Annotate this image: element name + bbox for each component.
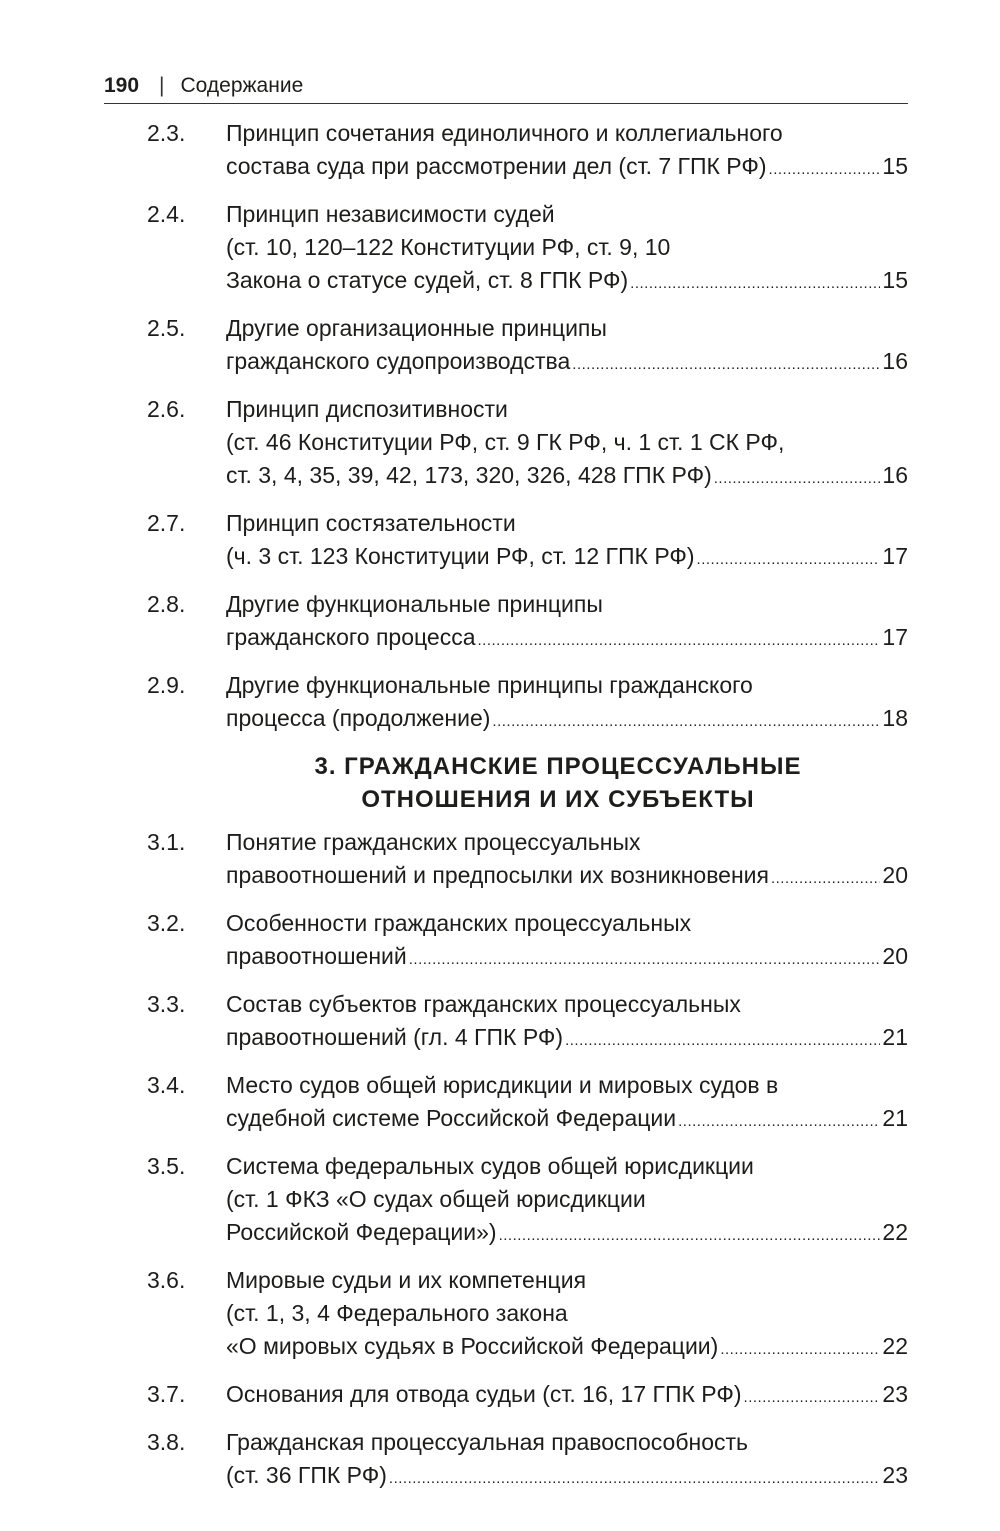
toc-entry-number: 3.5. — [147, 1153, 186, 1179]
toc-entry-title — [226, 1426, 908, 1495]
toc-entry-page: 17 — [882, 543, 908, 569]
toc-entry-title-line: Другие функциональные принципы — [226, 591, 603, 617]
toc-entry-last-line — [226, 1216, 908, 1252]
toc-entry-title-line: Гражданская процессуальная правоспособность — [226, 1429, 749, 1455]
toc-entry-title-line: судебной системе Российской Федерации — [226, 1105, 677, 1131]
dot-leader — [714, 462, 881, 495]
toc-entry-title-line: ст. 3, 4, 35, 39, 42, 173, 320, 326, 428 ГПК РФ) — [226, 462, 712, 488]
toc-entry-title-line: (ст. 10, 120–122 Конституции РФ, ст. 9, 10 — [226, 234, 671, 260]
running-header — [104, 70, 908, 102]
toc-entry-last-line — [226, 150, 908, 186]
toc-entry-last-line — [226, 1021, 908, 1057]
toc-entry-title — [226, 507, 908, 576]
toc-entry-title — [226, 1378, 908, 1414]
toc-entry-title — [226, 826, 908, 895]
header-title: Содержание — [180, 74, 304, 97]
toc-entry-title-line: состава суда при рассмотрении дел (ст. 7 ГПК РФ) — [226, 153, 767, 179]
toc-entry-number: 3.1. — [147, 829, 186, 855]
toc-entry — [104, 826, 908, 895]
toc-entry-title-line: (ст. 36 ГПК РФ) — [226, 1462, 387, 1488]
dot-leader — [771, 862, 880, 895]
dot-leader — [409, 943, 881, 976]
header-rule — [104, 103, 908, 104]
toc-entry-title-line: Мировые судьи и их компетенция — [226, 1267, 587, 1293]
dot-leader — [630, 267, 880, 300]
toc-entry-title — [226, 1069, 908, 1138]
toc-entry — [104, 1150, 908, 1252]
toc-entry-title — [226, 988, 908, 1057]
toc-entry-title-line: правоотношений — [226, 943, 407, 969]
toc-entry-page: 23 — [882, 1381, 908, 1407]
toc-entry-title-line: Принцип диспозитивности — [226, 396, 508, 422]
table-of-contents — [104, 117, 908, 1507]
toc-entry-last-line — [226, 1459, 908, 1495]
toc-entry-title-line: (ч. 3 ст. 123 Конституции РФ, ст. 12 ГПК РФ) — [226, 543, 695, 569]
toc-entry-title-line: Принцип независимости судей — [226, 201, 555, 227]
dot-leader — [478, 624, 881, 657]
toc-entry-title-line: процесса (продолжение) — [226, 705, 491, 731]
dot-leader — [389, 1462, 881, 1495]
toc-entry-page: 18 — [882, 705, 908, 731]
toc-entry-title — [226, 907, 908, 976]
dot-leader — [744, 1381, 881, 1414]
toc-entry-page: 15 — [882, 153, 908, 179]
toc-entry-number: 3.3. — [147, 991, 186, 1017]
toc-entry-last-line — [226, 1102, 908, 1138]
section-heading-line2: ОТНОШЕНИЯ И ИХ СУБЪЕКТЫ — [361, 786, 755, 813]
toc-entry-last-line — [226, 540, 908, 576]
toc-entry-title-line: Система федеральных судов общей юрисдикции — [226, 1153, 754, 1179]
toc-entry — [104, 669, 908, 738]
toc-entry — [104, 588, 908, 657]
toc-entry-last-line — [226, 702, 908, 738]
toc-entry-number: 3.2. — [147, 910, 186, 936]
dot-leader — [499, 1219, 881, 1252]
toc-entry-title-line: Другие организационные принципы — [226, 315, 607, 341]
toc-entry-last-line — [226, 459, 908, 495]
toc-entry-title — [226, 1264, 908, 1366]
toc-entry-title — [226, 117, 908, 186]
toc-entry-title — [226, 312, 908, 381]
toc-entry-number: 3.6. — [147, 1267, 186, 1293]
toc-entry — [104, 1426, 908, 1495]
toc-entry-page: 21 — [882, 1105, 908, 1131]
toc-entry-number: 2.8. — [147, 591, 186, 617]
toc-entry-title-line: правоотношений и предпосылки их возникновения — [226, 862, 769, 888]
toc-entry-title-line: (ст. 46 Конституции РФ, ст. 9 ГК РФ, ч. 1 ст. 1 СК РФ, — [226, 429, 785, 455]
toc-entry-title-line: правоотношений (гл. 4 ГПК РФ) — [226, 1024, 564, 1050]
dot-leader — [720, 1333, 880, 1366]
toc-entry-title-line: гражданского судопроизводства — [226, 348, 571, 374]
toc-entry-last-line — [226, 1378, 908, 1414]
toc-entry — [104, 117, 908, 186]
toc-entry — [104, 507, 908, 576]
toc-entry-title-line: Основания для отвода судьи (ст. 16, 17 ГПК РФ) — [226, 1381, 742, 1407]
toc-entry-title-line: Место судов общей юрисдикции и мировых судов в — [226, 1072, 779, 1098]
dot-leader — [678, 1105, 880, 1138]
toc-entry-last-line — [226, 264, 908, 300]
toc-entry-page: 23 — [882, 1462, 908, 1488]
toc-entry-number: 2.3. — [147, 120, 186, 146]
toc-entry-last-line — [226, 621, 908, 657]
toc-entry-title-line: Принцип состязательности — [226, 510, 516, 536]
toc-entry-page: 21 — [882, 1024, 908, 1050]
toc-entry — [104, 198, 908, 300]
toc-entry — [104, 1069, 908, 1138]
dot-leader — [492, 705, 880, 738]
toc-entry-title — [226, 1150, 908, 1252]
section-heading-line1: 3. ГРАЖДАНСКИЕ ПРОЦЕССУАЛЬНЫЕ — [314, 753, 802, 780]
toc-entry-title-line: (ст. 1 ФКЗ «О судах общей юрисдикции — [226, 1186, 646, 1212]
toc-entry-title-line: Закона о статусе судей, ст. 8 ГПК РФ) — [226, 267, 629, 293]
toc-entry — [104, 907, 908, 976]
toc-entry-number: 3.8. — [147, 1429, 186, 1455]
toc-entry-title — [226, 669, 908, 738]
toc-entry-title-line: (ст. 1, 3, 4 Федерального закона — [226, 1300, 568, 1326]
toc-entry-page: 22 — [882, 1219, 908, 1245]
dot-leader — [769, 153, 881, 186]
toc-entry-last-line — [226, 345, 908, 381]
toc-entry-title-line: Состав субъектов гражданских процессуальных — [226, 991, 741, 1017]
dot-leader — [565, 1024, 880, 1057]
toc-entry-title-line: Понятие гражданских процессуальных — [226, 829, 641, 855]
toc-entry-number: 2.7. — [147, 510, 186, 536]
toc-entry — [104, 393, 908, 495]
toc-entry-last-line — [226, 859, 908, 895]
toc-entry-number: 2.6. — [147, 396, 186, 422]
dot-leader — [572, 348, 880, 381]
toc-entry-number: 3.4. — [147, 1072, 186, 1098]
toc-entry-number: 2.4. — [147, 201, 186, 227]
toc-entry — [104, 312, 908, 381]
toc-entry — [104, 1378, 908, 1414]
toc-entry-number: 2.9. — [147, 672, 186, 698]
toc-entry-number: 2.5. — [147, 315, 186, 341]
toc-group-chapter-2 — [104, 117, 908, 738]
page-number: 190 — [104, 74, 140, 97]
toc-entry-title — [226, 588, 908, 657]
dot-leader — [697, 543, 881, 576]
toc-entry-last-line — [226, 1330, 908, 1366]
header-separator: | — [159, 74, 165, 97]
toc-entry-page: 20 — [882, 943, 908, 969]
toc-entry-title-line: гражданского процесса — [226, 624, 476, 650]
toc-entry — [104, 1264, 908, 1366]
toc-entry-title — [226, 198, 908, 300]
section-heading — [208, 750, 908, 816]
toc-entry-page: 16 — [882, 348, 908, 374]
toc-entry-title-line: «О мировых судьях в Российской Федерации) — [226, 1333, 719, 1359]
toc-entry-number: 3.7. — [147, 1381, 186, 1407]
toc-entry-page: 22 — [882, 1333, 908, 1359]
toc-entry-page: 15 — [882, 267, 908, 293]
toc-entry-page: 16 — [882, 462, 908, 488]
toc-entry-title — [226, 393, 908, 495]
toc-entry-title-line: Другие функциональные принципы гражданского — [226, 672, 753, 698]
toc-entry — [104, 988, 908, 1057]
toc-entry-title-line: Особенности гражданских процессуальных — [226, 910, 692, 936]
toc-group-chapter-3 — [104, 826, 908, 1495]
toc-entry-page: 20 — [882, 862, 908, 888]
toc-entry-title-line: Российской Федерации») — [226, 1219, 497, 1245]
toc-entry-page: 17 — [882, 624, 908, 650]
toc-entry-title-line: Принцип сочетания единоличного и коллегиального — [226, 120, 783, 146]
toc-entry-last-line — [226, 940, 908, 976]
